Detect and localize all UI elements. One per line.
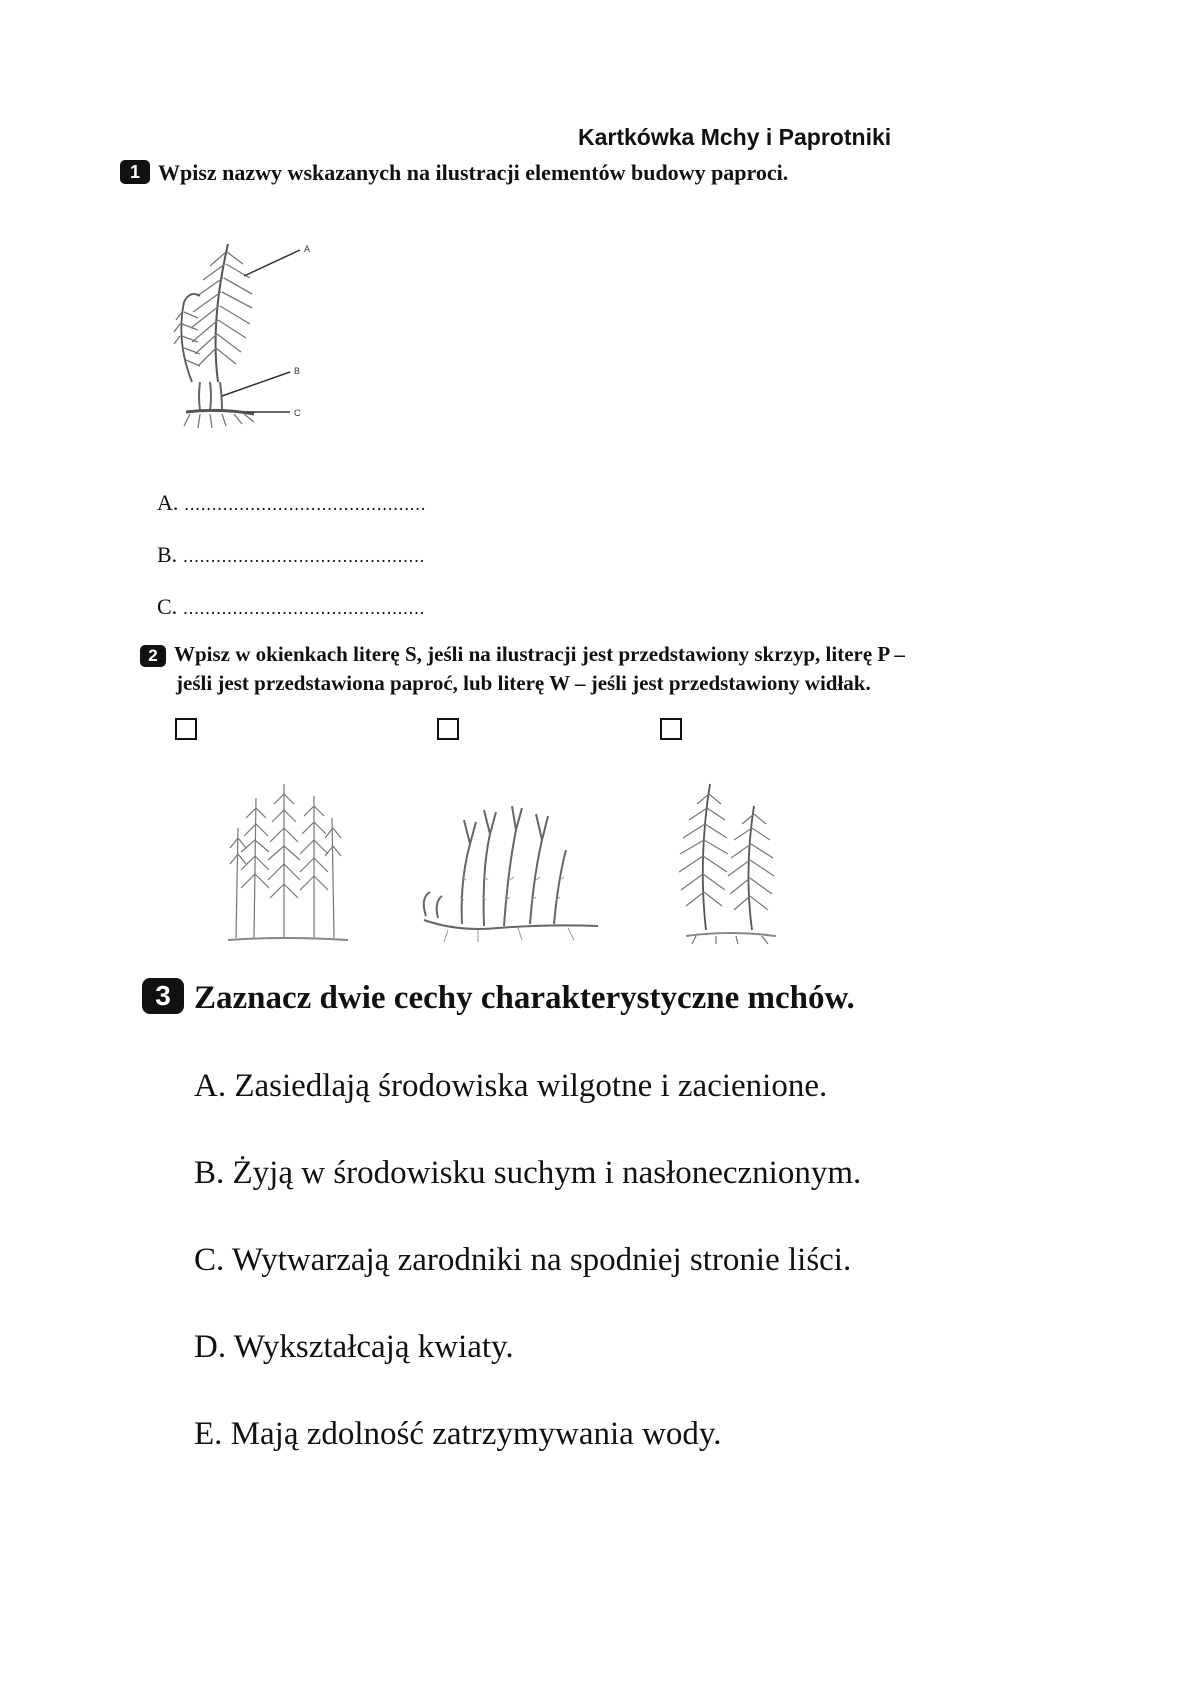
- question-number-badge: 2: [140, 645, 166, 667]
- question-number-badge: 1: [120, 160, 150, 184]
- label-b: B: [294, 366, 301, 376]
- option-c[interactable]: C. Wytwarzają zarodniki na spodniej stronie liści.: [194, 1242, 852, 1278]
- fern-structure-illustration: [170, 232, 330, 432]
- label-a: A: [304, 244, 311, 254]
- answer-box-clubmoss[interactable]: [437, 718, 459, 740]
- question-text-line-1: Wpisz w okienkach literę S, jeśli na ilustracji jest przedstawiony skrzyp, literę P –: [174, 642, 905, 666]
- clubmoss-illustration: [418, 800, 604, 950]
- answer-box-fern[interactable]: [660, 718, 682, 740]
- page-title: Kartkówka Mchy i Paprotniki: [578, 124, 892, 150]
- question-2: [140, 640, 1060, 698]
- option-d[interactable]: D. Wykształcają kwiaty.: [194, 1329, 514, 1365]
- answer-label: A.: [157, 490, 179, 515]
- question-text-line-2: jeśli jest przedstawiona paproć, lub literę W – jeśli jest przedstawiony widłak.: [176, 671, 871, 695]
- question-3: [142, 978, 855, 1017]
- option-b[interactable]: B. Żyją w środowisku suchym i nasłonecznionym.: [194, 1155, 862, 1191]
- question-number-badge: 3: [142, 978, 184, 1014]
- answer-blank[interactable]: ............................................: [183, 598, 426, 618]
- answer-box-horsetail[interactable]: [175, 718, 197, 740]
- answer-blank[interactable]: ............................................: [184, 494, 427, 514]
- question-1: [120, 160, 788, 186]
- question-text: Wpisz nazwy wskazanych na ilustracji elementów budowy paproci.: [158, 160, 789, 185]
- question-text: Zaznacz dwie cechy charakterystyczne mchów.: [194, 980, 855, 1016]
- option-a[interactable]: A. Zasiedlają środowiska wilgotne i zacienione.: [194, 1068, 828, 1104]
- answer-blank[interactable]: ............................................: [183, 546, 426, 566]
- answer-label: B.: [157, 542, 178, 567]
- option-e[interactable]: E. Mają zdolność zatrzymywania wody.: [194, 1416, 722, 1452]
- horsetail-illustration: [224, 778, 354, 946]
- answer-label: C.: [157, 594, 178, 619]
- label-c: C: [294, 408, 301, 418]
- answer-line-b: [157, 542, 425, 568]
- answer-line-a: [157, 490, 426, 516]
- fern-illustration: [672, 780, 790, 944]
- answer-line-c: [157, 594, 425, 620]
